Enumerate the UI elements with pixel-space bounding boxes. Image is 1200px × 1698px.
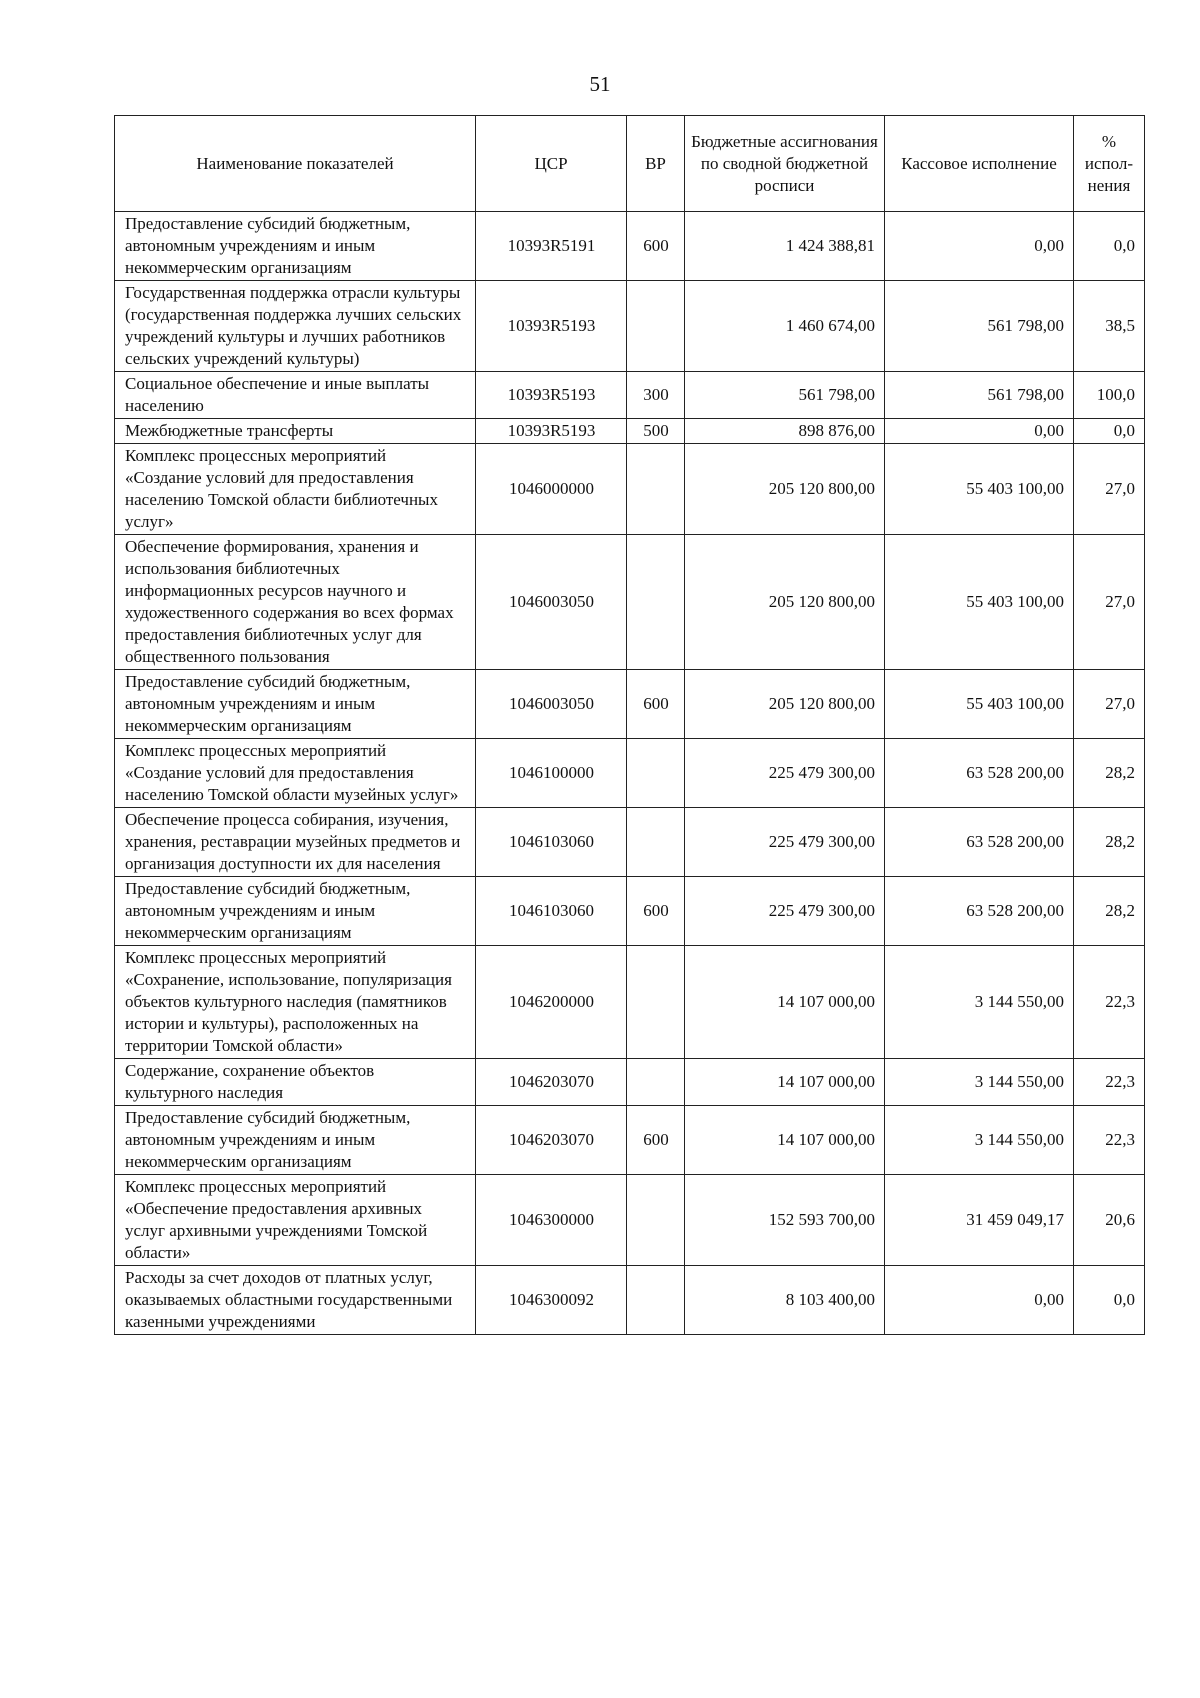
- cell-csr: 10393R5191: [476, 212, 627, 281]
- cell-cash: 3 144 550,00: [885, 1106, 1074, 1175]
- cell-cash: 561 798,00: [885, 372, 1074, 419]
- cell-cash: 63 528 200,00: [885, 739, 1074, 808]
- cell-cash: 55 403 100,00: [885, 670, 1074, 739]
- cell-percent: 0,0: [1074, 212, 1145, 281]
- cell-vr: [627, 535, 685, 670]
- cell-name: Социальное обеспечение и иные выплаты населению: [115, 372, 476, 419]
- cell-csr: 10393R5193: [476, 419, 627, 444]
- cell-vr: 500: [627, 419, 685, 444]
- cell-cash: 63 528 200,00: [885, 808, 1074, 877]
- cell-budget: 225 479 300,00: [685, 877, 885, 946]
- cell-budget: 205 120 800,00: [685, 444, 885, 535]
- table-row: [115, 1059, 1145, 1106]
- cell-vr: 600: [627, 212, 685, 281]
- cell-name: Предоставление субсидий бюджетным, автономным учреждениям и иным некоммерческим организациям: [115, 212, 476, 281]
- cell-name: Содержание, сохранение объектов культурного наследия: [115, 1059, 476, 1106]
- cell-vr: [627, 946, 685, 1059]
- cell-vr: [627, 1175, 685, 1266]
- table-row: [115, 1175, 1145, 1266]
- cell-cash: 63 528 200,00: [885, 877, 1074, 946]
- cell-csr: 1046300000: [476, 1175, 627, 1266]
- cell-percent: 38,5: [1074, 281, 1145, 372]
- cell-percent: 27,0: [1074, 535, 1145, 670]
- header-csr: ЦСР: [476, 116, 627, 212]
- cell-budget: 205 120 800,00: [685, 535, 885, 670]
- cell-csr: 10393R5193: [476, 372, 627, 419]
- cell-percent: 28,2: [1074, 739, 1145, 808]
- cell-percent: 22,3: [1074, 1059, 1145, 1106]
- cell-vr: 600: [627, 670, 685, 739]
- cell-name: Расходы за счет доходов от платных услуг, оказываемых областными государственными казенными учреждениями: [115, 1266, 476, 1335]
- cell-percent: 100,0: [1074, 372, 1145, 419]
- cell-name: Комплекс процессных мероприятий «Обеспечение предоставления архивных услуг архивными учреждениями Томской области»: [115, 1175, 476, 1266]
- header-cash: Кассовое исполнение: [885, 116, 1074, 212]
- table-row: [115, 946, 1145, 1059]
- cell-budget: 225 479 300,00: [685, 739, 885, 808]
- cell-cash: 55 403 100,00: [885, 535, 1074, 670]
- cell-csr: 1046000000: [476, 444, 627, 535]
- table-row: [115, 739, 1145, 808]
- cell-name: Межбюджетные трансферты: [115, 419, 476, 444]
- table-row: [115, 670, 1145, 739]
- cell-percent: 28,2: [1074, 877, 1145, 946]
- header-budget: Бюджетные ассигнования по сводной бюджетной росписи: [685, 116, 885, 212]
- cell-cash: 561 798,00: [885, 281, 1074, 372]
- cell-vr: [627, 1059, 685, 1106]
- cell-budget: 8 103 400,00: [685, 1266, 885, 1335]
- cell-csr: 1046003050: [476, 535, 627, 670]
- table-row: [115, 444, 1145, 535]
- table-row: [115, 808, 1145, 877]
- cell-cash: 3 144 550,00: [885, 946, 1074, 1059]
- cell-csr: 1046003050: [476, 670, 627, 739]
- cell-vr: [627, 808, 685, 877]
- cell-percent: 0,0: [1074, 419, 1145, 444]
- cell-csr: 1046103060: [476, 808, 627, 877]
- cell-budget: 561 798,00: [685, 372, 885, 419]
- cell-cash: 0,00: [885, 1266, 1074, 1335]
- cell-percent: 20,6: [1074, 1175, 1145, 1266]
- cell-budget: 1 424 388,81: [685, 212, 885, 281]
- cell-cash: 31 459 049,17: [885, 1175, 1074, 1266]
- cell-csr: 1046203070: [476, 1106, 627, 1175]
- cell-vr: [627, 281, 685, 372]
- cell-name: Предоставление субсидий бюджетным, автономным учреждениям и иным некоммерческим организациям: [115, 670, 476, 739]
- table-row: [115, 372, 1145, 419]
- cell-percent: 27,0: [1074, 670, 1145, 739]
- cell-name: Государственная поддержка отрасли культуры (государственная поддержка лучших сельских учреждений культуры и лучших работников сельских учреждений культуры): [115, 281, 476, 372]
- table-row: [115, 535, 1145, 670]
- cell-budget: 152 593 700,00: [685, 1175, 885, 1266]
- header-name: Наименование показателей: [115, 116, 476, 212]
- cell-budget: 14 107 000,00: [685, 1106, 885, 1175]
- cell-vr: [627, 444, 685, 535]
- cell-budget: 14 107 000,00: [685, 946, 885, 1059]
- cell-name: Обеспечение формирования, хранения и использования библиотечных информационных ресурсов научного и художественного содержания во всех формах предоставления библиотечных услуг для общественного пользования: [115, 535, 476, 670]
- cell-cash: 3 144 550,00: [885, 1059, 1074, 1106]
- cell-vr: [627, 739, 685, 808]
- cell-csr: 1046203070: [476, 1059, 627, 1106]
- cell-csr: 1046200000: [476, 946, 627, 1059]
- cell-csr: 1046100000: [476, 739, 627, 808]
- cell-vr: 600: [627, 877, 685, 946]
- table-row: [115, 212, 1145, 281]
- table-row: [115, 419, 1145, 444]
- cell-name: Предоставление субсидий бюджетным, автономным учреждениям и иным некоммерческим организациям: [115, 877, 476, 946]
- cell-budget: 225 479 300,00: [685, 808, 885, 877]
- header-percent: % испол-нения: [1074, 116, 1145, 212]
- table-row: [115, 1106, 1145, 1175]
- cell-budget: 898 876,00: [685, 419, 885, 444]
- cell-vr: 600: [627, 1106, 685, 1175]
- cell-name: Комплекс процессных мероприятий «Создание условий для предоставления населению Томской области музейных услуг»: [115, 739, 476, 808]
- cell-name: Предоставление субсидий бюджетным, автономным учреждениям и иным некоммерческим организациям: [115, 1106, 476, 1175]
- table-header-row: [115, 116, 1145, 212]
- cell-csr: 10393R5193: [476, 281, 627, 372]
- table-row: [115, 281, 1145, 372]
- cell-percent: 22,3: [1074, 1106, 1145, 1175]
- cell-name: Комплекс процессных мероприятий «Сохранение, использование, популяризация объектов культурного наследия (памятников истории и культуры), расположенных на территории Томской области»: [115, 946, 476, 1059]
- cell-budget: 1 460 674,00: [685, 281, 885, 372]
- cell-name: Комплекс процессных мероприятий «Создание условий для предоставления населению Томской области библиотечных услуг»: [115, 444, 476, 535]
- cell-cash: 0,00: [885, 212, 1074, 281]
- cell-vr: [627, 1266, 685, 1335]
- budget-execution-table: [114, 115, 1145, 1335]
- cell-vr: 300: [627, 372, 685, 419]
- cell-percent: 28,2: [1074, 808, 1145, 877]
- cell-percent: 27,0: [1074, 444, 1145, 535]
- table-row: [115, 1266, 1145, 1335]
- page-number: 51: [589, 72, 611, 96]
- cell-csr: 1046300092: [476, 1266, 627, 1335]
- cell-csr: 1046103060: [476, 877, 627, 946]
- cell-percent: 22,3: [1074, 946, 1145, 1059]
- table-row: [115, 877, 1145, 946]
- cell-name: Обеспечение процесса собирания, изучения, хранения, реставрации музейных предметов и организация доступности их для населения: [115, 808, 476, 877]
- cell-budget: 14 107 000,00: [685, 1059, 885, 1106]
- header-vr: ВР: [627, 116, 685, 212]
- cell-percent: 0,0: [1074, 1266, 1145, 1335]
- cell-cash: 55 403 100,00: [885, 444, 1074, 535]
- cell-budget: 205 120 800,00: [685, 670, 885, 739]
- cell-cash: 0,00: [885, 419, 1074, 444]
